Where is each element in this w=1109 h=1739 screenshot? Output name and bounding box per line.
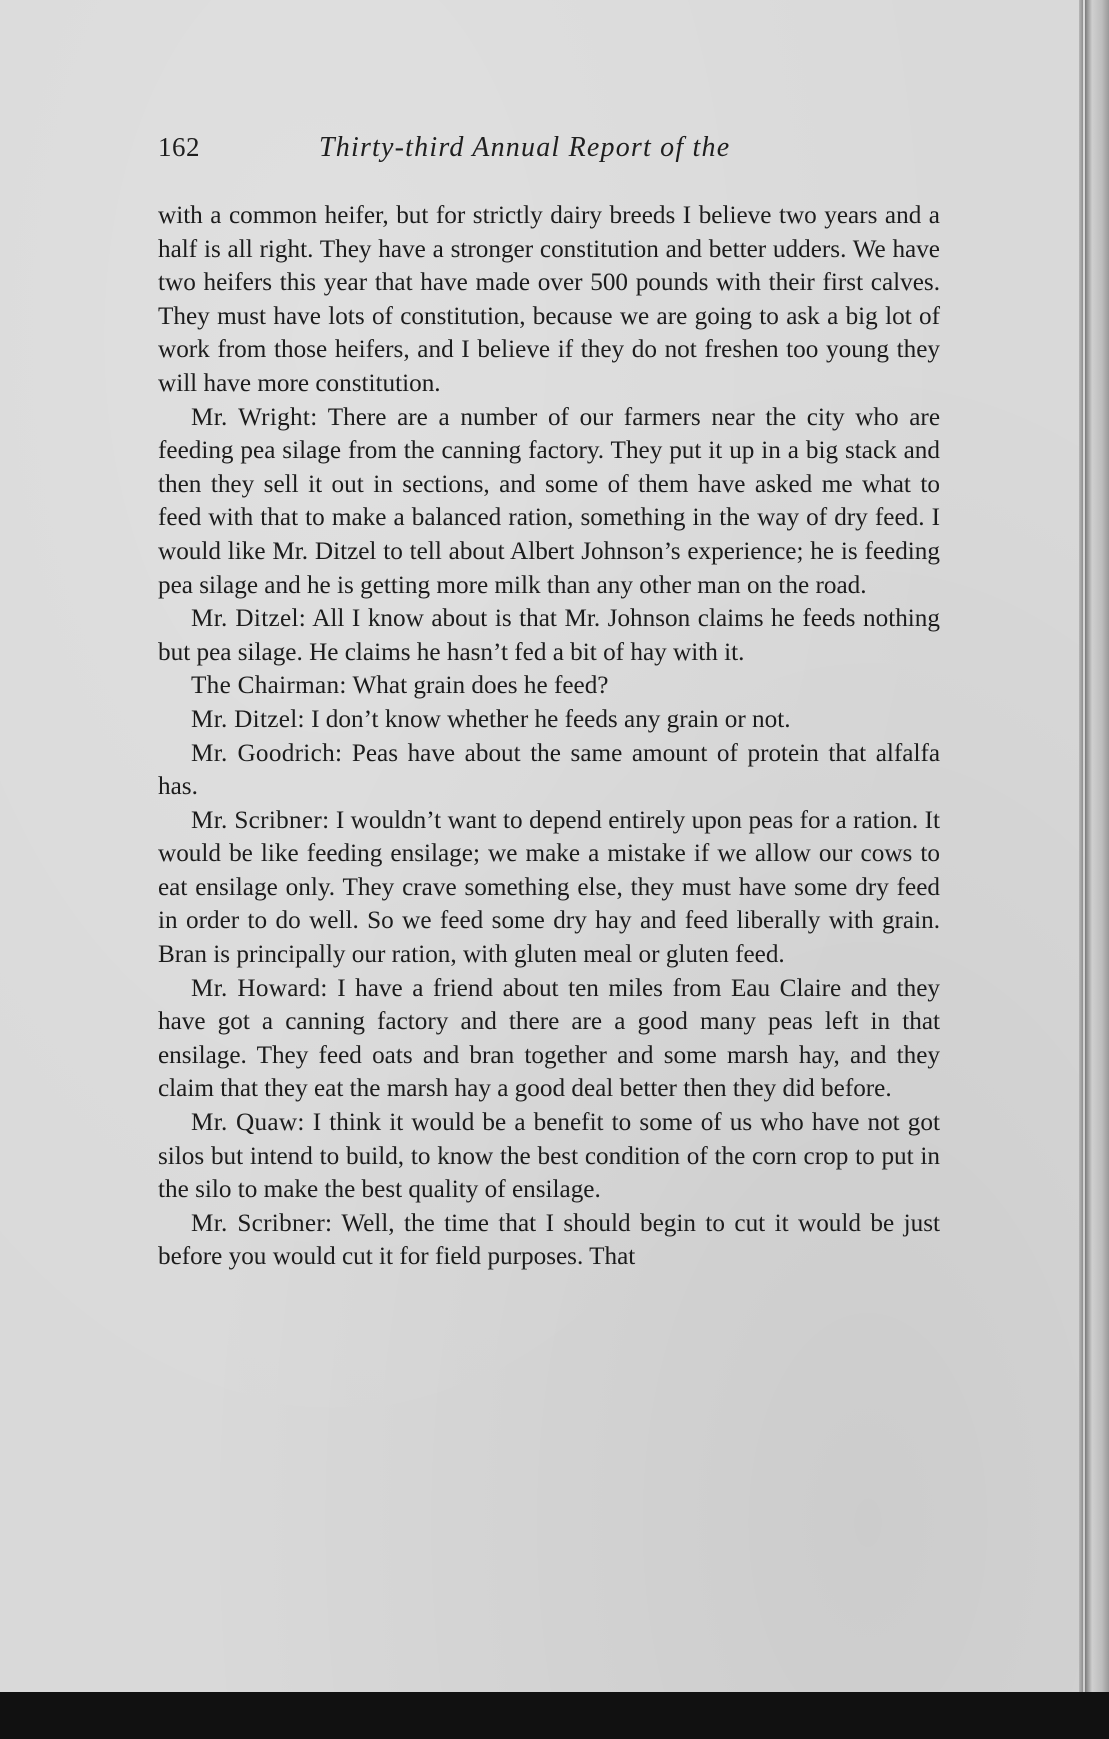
paragraph-text: Peas have about the same amount of protein that alfalfa has. — [158, 739, 941, 801]
paragraph-text: Well, the time that I should begin to cut it would be just before you would cut it for field purposes. That — [158, 1209, 940, 1271]
paragraph-text: I don’t know whether he feeds any grain or not. — [311, 705, 791, 733]
paragraph-text: There are a number of our farmers near the city who are feeding pea silage from the canning factory. They put it up in a big stack and then they sell it out in sections, and some of them have asked me what to feed with that to make a balanced ration, something in the way of dry feed. I would like Mr. Ditzel to tell about Albert Johnson’s experience; he is feeding pea silage and he is getting more milk than any other man on the road. — [158, 403, 940, 599]
paragraph — [158, 1106, 940, 1207]
scan-bottom-shadow — [0, 1692, 1109, 1739]
paragraph — [158, 737, 940, 804]
page-edge — [1085, 0, 1109, 1692]
speaker-name: Mr. Scribner: — [191, 1209, 333, 1237]
speaker-name: Mr. Quaw: — [191, 1109, 305, 1137]
paragraph — [158, 804, 940, 972]
speaker-name: Mr. Ditzel: — [191, 605, 307, 633]
paragraph — [158, 669, 940, 703]
speaker-name: Mr. Howard: — [191, 974, 328, 1002]
speaker-name: Mr. Goodrich: — [191, 739, 343, 767]
paragraph — [158, 703, 940, 737]
paragraph-text: I think it would be a benefit to some of us who have not got silos but intend to build, to know the best condition of the corn crop to put in the silo to make the best quality of ensilage. — [158, 1109, 940, 1204]
running-title: Thirty-third Annual Report of the — [319, 132, 731, 163]
paragraph — [158, 401, 940, 603]
speaker-name: The Chairman: — [191, 672, 347, 700]
speaker-name: Mr. Scribner: — [191, 806, 330, 834]
speaker-name: Mr. Wright: — [191, 403, 318, 431]
paragraph-text: What grain does he feed? — [352, 672, 609, 700]
paragraph-text: I have a friend about ten miles from Eau Claire and they have got a canning factory and there are a good many peas left in that ensilage. They feed oats and bran together and some marsh hay, and they claim that they eat the marsh hay a good deal better then they did before. — [158, 974, 941, 1103]
body-text — [158, 199, 940, 1274]
paragraph-text: All I know about is that Mr. Johnson claims he feeds nothing but pea silage. He claims he hasn’t fed a bit of hay with it. — [158, 605, 940, 666]
paragraph — [158, 1207, 940, 1274]
page-gutter-line — [1079, 0, 1083, 1692]
page-number: 162 — [158, 132, 200, 162]
paragraph — [158, 972, 940, 1106]
paragraph-text: with a common heifer, but for strictly dairy breeds I believe two years and a half is all right. They have a stronger constitution and better udders. We have two heifers this year that have made over 500 pounds with their first calves. They must have lots of constitution, because we are going to ask a big lot of work from those heifers, and I believe if they do not freshen too young they will have more constitution. — [158, 202, 940, 397]
speaker-name: Mr. Ditzel: — [191, 705, 305, 733]
paragraph-text: I wouldn’t want to depend entirely upon peas for a ration. It would be like feeding ensilage; we make a mistake if we allow our cows to eat ensilage only. They crave something else, they must have some dry feed in order to do well. So we feed some dry hay and feed liberally with grain. Bran is principally our ration, with gluten meal or gluten feed. — [158, 806, 940, 969]
page-header — [158, 132, 940, 172]
paragraph — [158, 602, 940, 669]
paragraph — [158, 199, 940, 401]
